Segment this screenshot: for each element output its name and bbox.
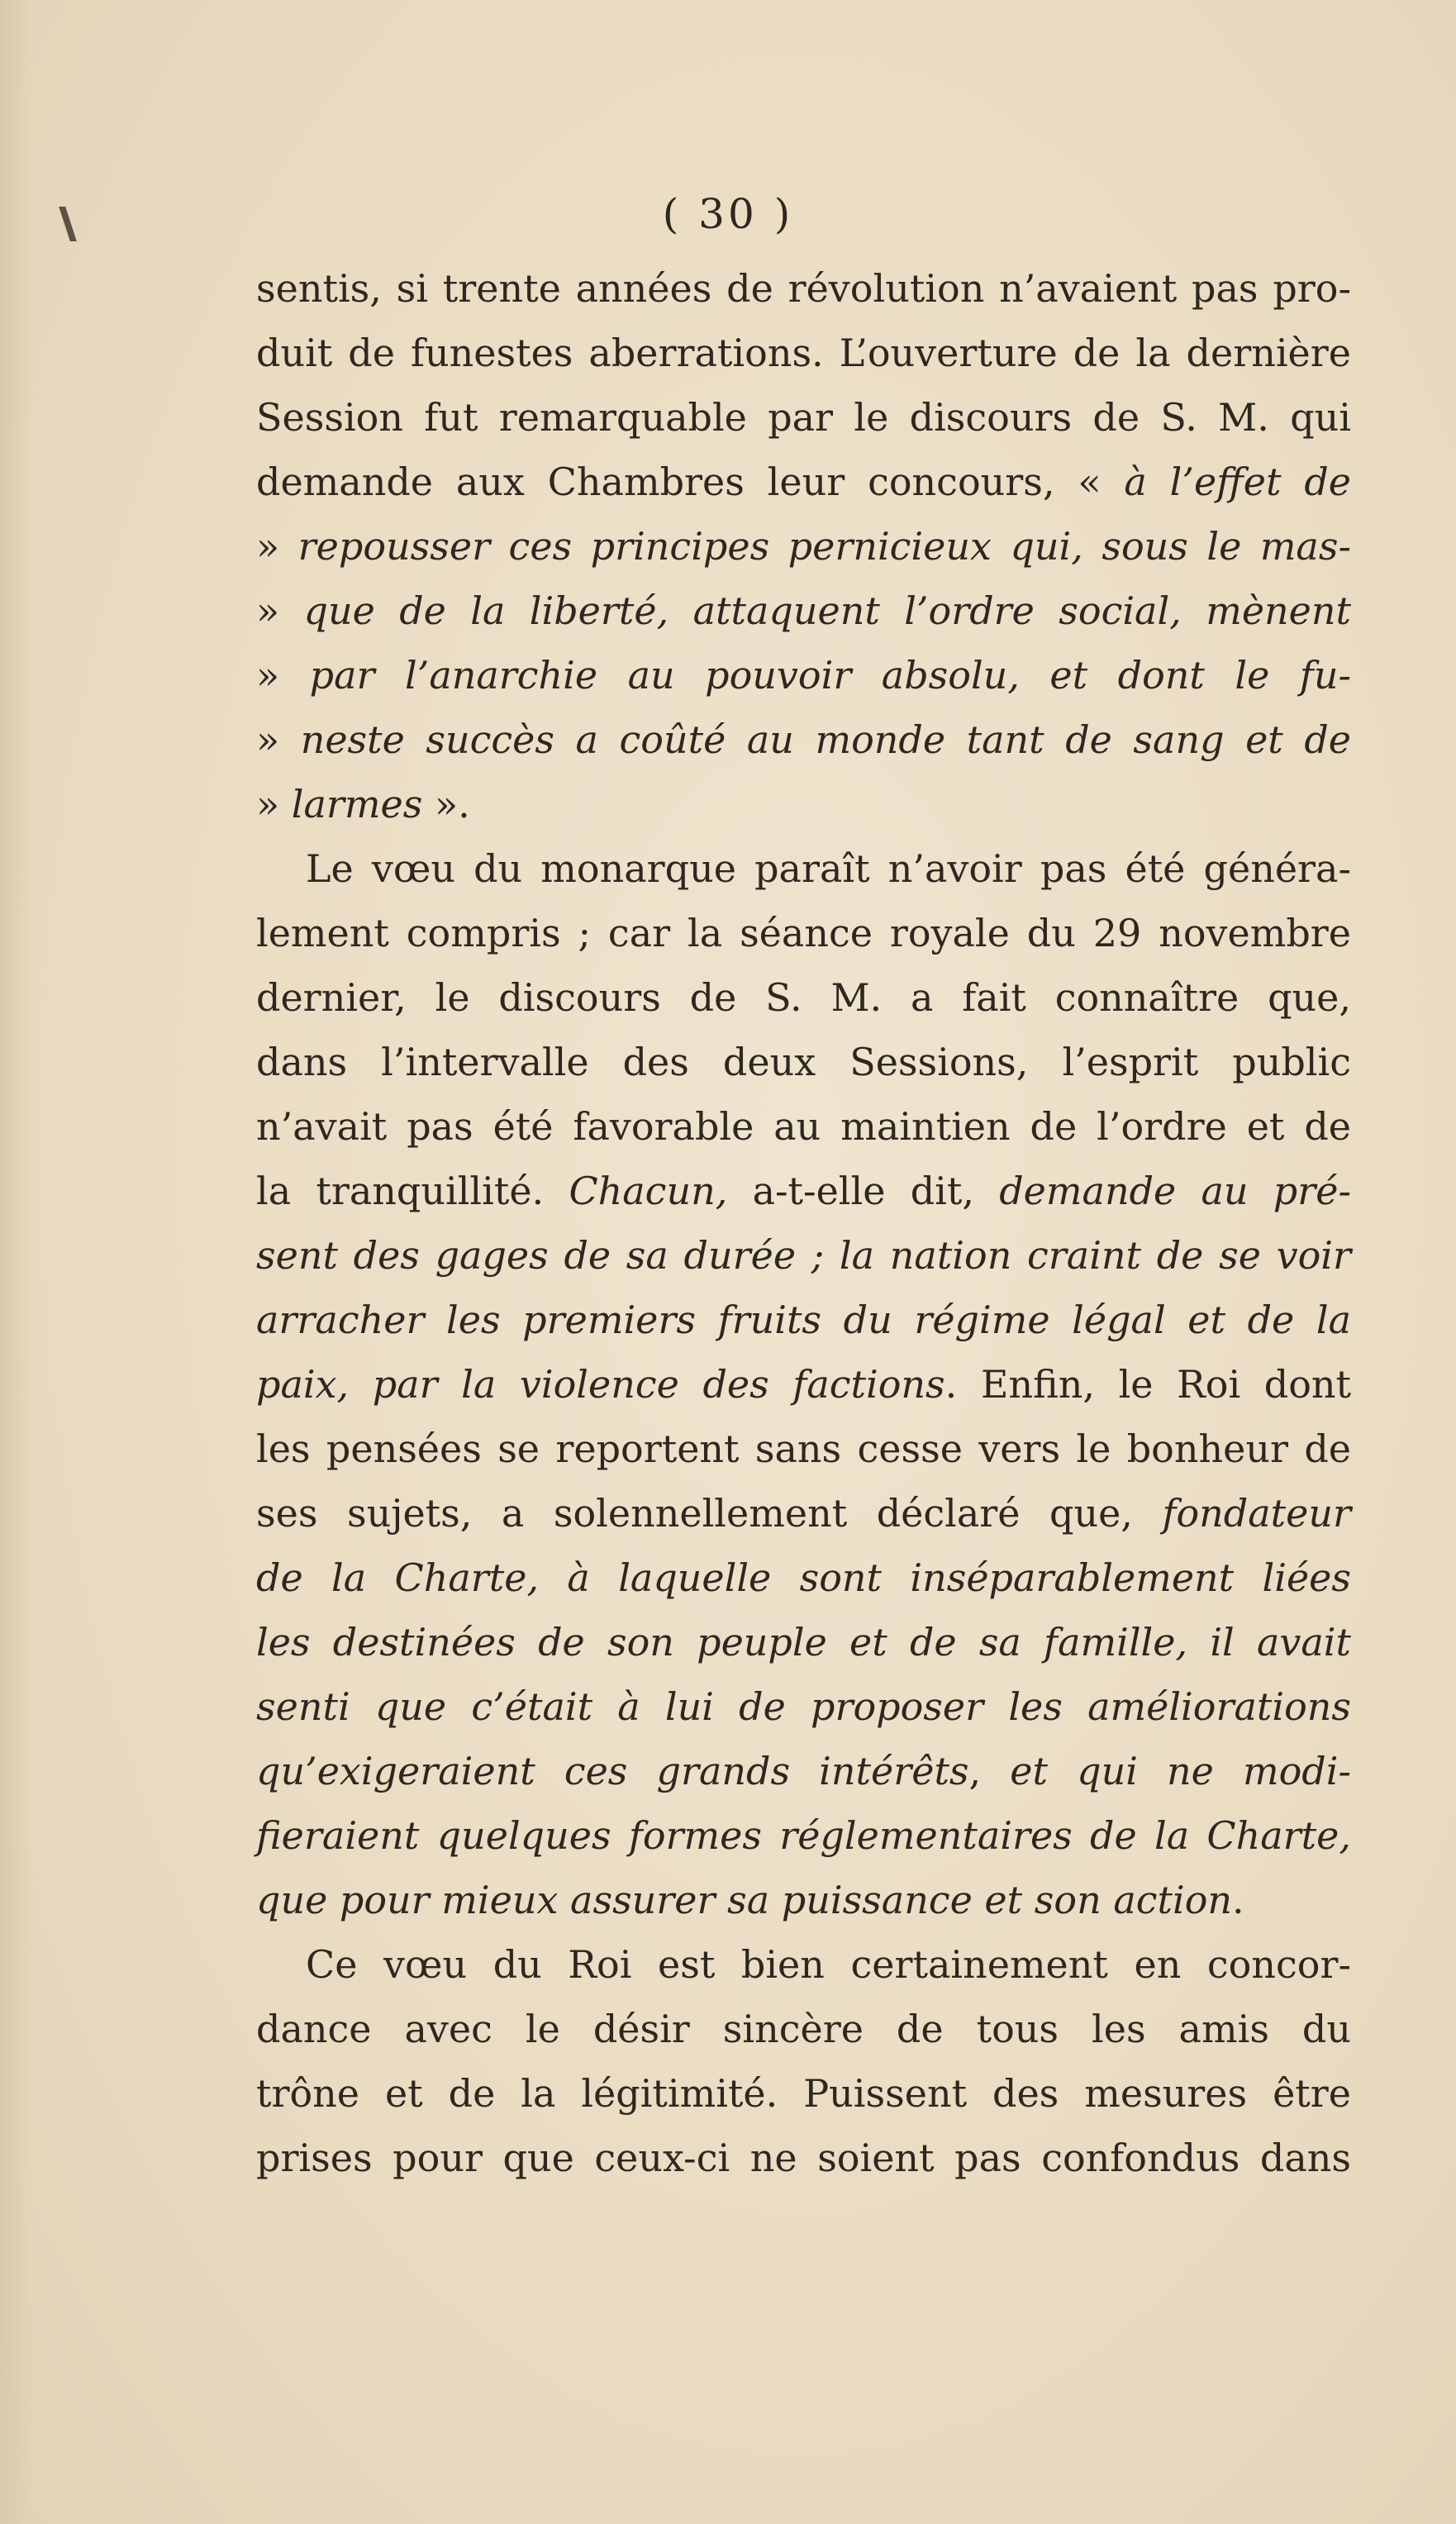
- italic-segment: repousser ces principes pernicieux qui, sous le mas-: [297, 524, 1352, 569]
- text-line: [256, 643, 1351, 707]
- text-line: [256, 1288, 1351, 1352]
- text-line: [256, 836, 1351, 901]
- text-segment: »: [256, 524, 298, 569]
- italic-segment: que de la liberté, attaquent l’ordre social, mènent: [303, 588, 1351, 633]
- italic-segment: paix, par la violence des factions: [256, 1362, 945, 1407]
- italic-segment: qu’exigeraient ces grands intérêts: [256, 1749, 969, 1793]
- text-line: [256, 707, 1351, 772]
- italic-segment: à l’effet de: [1124, 460, 1351, 504]
- text-segment: lement compris ; car la séance royale du 29 novembre: [256, 911, 1351, 955]
- text-line: [256, 2061, 1351, 2126]
- text-segment: Session fut remarquable par le discours de S. M. qui: [256, 395, 1351, 440]
- text-segment: ,: [968, 1749, 1011, 1793]
- text-line: [256, 450, 1351, 514]
- italic-segment: neste succès a coûté au monde tant de sang et de: [300, 717, 1351, 762]
- text-line: [256, 321, 1351, 385]
- text-segment: demande aux Chambres leur concours, «: [256, 460, 1125, 504]
- text-segment: n’avait pas été favorable au maintien de l’ordre et de: [256, 1104, 1351, 1149]
- text-segment: la tranquillité.: [256, 1169, 569, 1213]
- text-segment: Le vœu du monarque paraît n’avoir pas été généra-: [306, 846, 1351, 891]
- text-line: [256, 2126, 1351, 2190]
- text-line: [256, 1803, 1351, 1868]
- italic-segment: et qui ne modi-: [1010, 1749, 1352, 1793]
- text-segment: sentis, si trente années de révolution n’avaient pas pro-: [256, 266, 1351, 311]
- italic-segment: sent des gages de sa durée ; la nation craint de se voir: [256, 1233, 1351, 1278]
- text-line: [256, 1094, 1351, 1159]
- text-segment: a-t-elle dit,: [727, 1169, 1000, 1213]
- text-segment: dernier, le discours de S. M. a fait connaître que,: [256, 975, 1351, 1020]
- italic-segment: que pour mieux assurer sa puissance et son action: [256, 1878, 1233, 1922]
- text-segment: ses sujets, a solennellement déclaré que,: [256, 1491, 1163, 1536]
- page-number: ( 30 ): [662, 190, 794, 238]
- italic-segment: fondateur: [1162, 1491, 1351, 1536]
- text-segment: dance avec le désir sincère de tous les amis du: [256, 2007, 1351, 2051]
- text-segment: .: [1232, 1878, 1244, 1922]
- text-line: [256, 1481, 1351, 1545]
- text-segment: prises pour que ceux-ci ne soient pas confondus dans: [256, 2136, 1351, 2180]
- italic-segment: senti que c’était à lui de proposer les améliorations: [256, 1684, 1351, 1729]
- text-line: [256, 1352, 1351, 1417]
- italic-segment: arracher les premiers fruits du régime légal et de la: [256, 1298, 1351, 1342]
- text-line: [256, 772, 1351, 836]
- text-line: [256, 1868, 1351, 1932]
- page-edge-shadow: [0, 0, 33, 2524]
- italic-segment: larmes: [291, 782, 423, 826]
- text-line: [256, 1030, 1351, 1094]
- text-segment: Ce vœu du Roi est bien certainement en concor-: [306, 1942, 1351, 1987]
- text-line: [256, 1932, 1351, 1997]
- text-segment: dans l’intervalle des deux Sessions, l’esprit public: [256, 1040, 1351, 1084]
- text-line: [256, 1997, 1351, 2061]
- text-line: [256, 1739, 1351, 1803]
- text-line: [256, 1610, 1351, 1674]
- text-line: [256, 1223, 1351, 1288]
- text-line: [256, 256, 1351, 321]
- text-line: [256, 514, 1351, 579]
- text-segment: . Enfin, le Roi dont: [944, 1362, 1351, 1407]
- italic-segment: demande au pré-: [999, 1169, 1352, 1213]
- text-line: [256, 1674, 1351, 1739]
- italic-segment: par l’anarchie au pouvoir absolu, et dont le fu-: [309, 653, 1351, 698]
- text-segment: »: [256, 653, 310, 698]
- text-line: [256, 901, 1351, 965]
- italic-segment: de la Charte, à laquelle sont inséparablement liées: [256, 1555, 1351, 1600]
- text-segment: »: [256, 588, 304, 633]
- text-line: [256, 385, 1351, 450]
- text-line: [256, 579, 1351, 643]
- italic-segment: fieraient quelques formes réglementaires de la Charte,: [256, 1813, 1351, 1858]
- text-segment: duit de funestes aberrations. L’ouverture de la dernière: [256, 331, 1351, 375]
- text-segment: trône et de la légitimité. Puissent des mesures être: [256, 2071, 1351, 2116]
- text-line: [256, 1417, 1351, 1481]
- text-segment: »: [256, 717, 301, 762]
- text-line: [256, 1159, 1351, 1223]
- text-line: [256, 1545, 1351, 1610]
- italic-segment: Chacun,: [569, 1169, 728, 1213]
- text-segment: ».: [422, 782, 470, 826]
- text-segment: »: [256, 782, 292, 826]
- body-text: [256, 256, 1351, 2190]
- text-line: [256, 965, 1351, 1030]
- italic-segment: les destinées de son peuple et de sa famille, il avait: [256, 1620, 1351, 1664]
- text-segment: les pensées se reportent sans cesse vers le bonheur de: [256, 1426, 1351, 1471]
